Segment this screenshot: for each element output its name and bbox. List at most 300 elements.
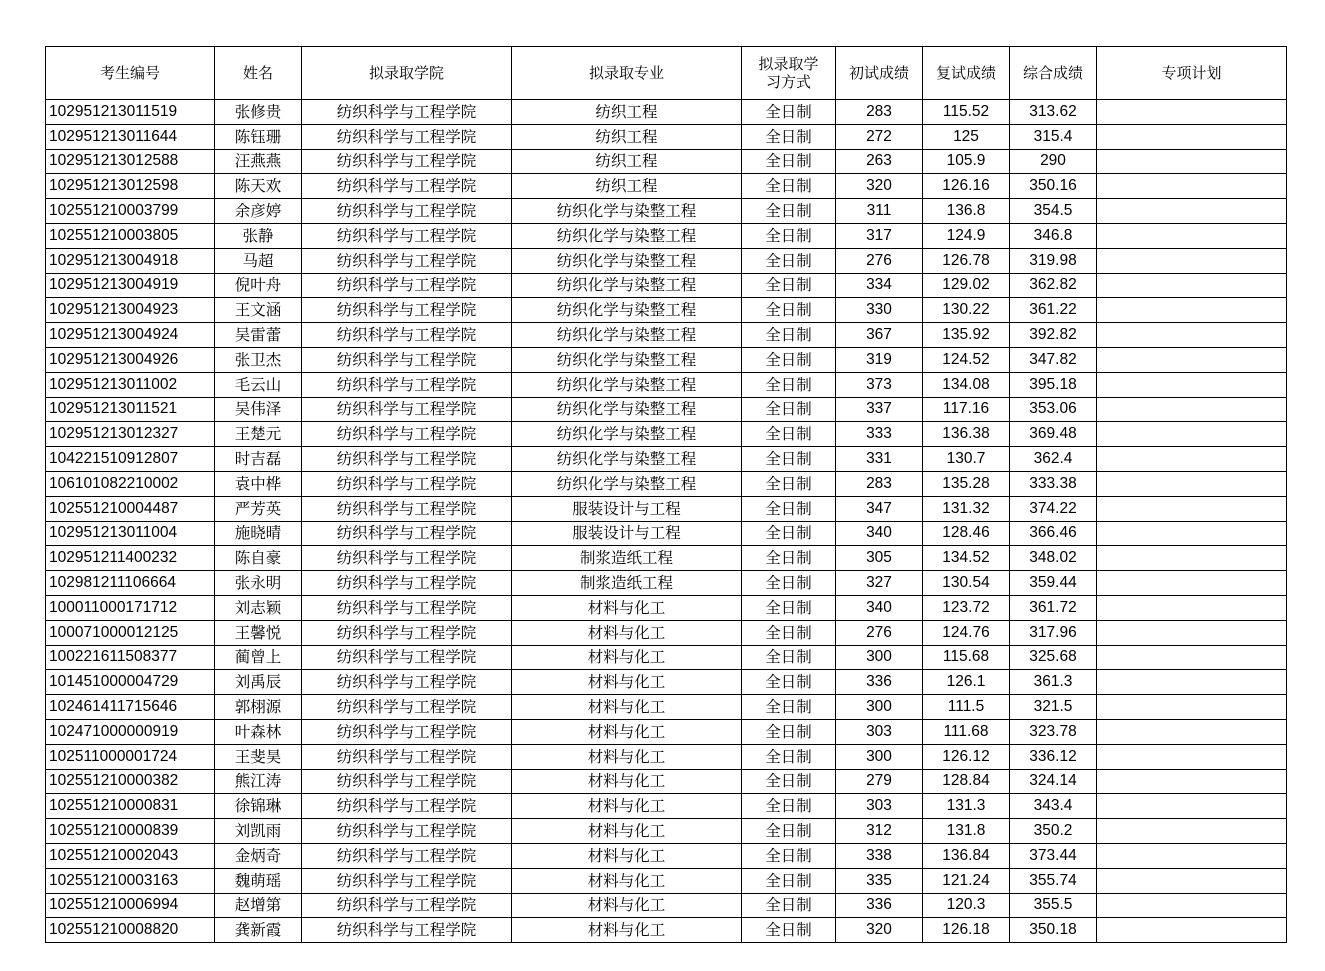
- retest-score-cell: 131.32: [923, 496, 1010, 521]
- major-cell: 材料与化工: [512, 918, 742, 943]
- major-cell: 纺织工程: [512, 149, 742, 174]
- major-cell: 纺织工程: [512, 100, 742, 125]
- total-score-cell: 362.82: [1010, 273, 1097, 298]
- exam-id-cell: 102551210003805: [46, 223, 215, 248]
- major-cell: 材料与化工: [512, 794, 742, 819]
- study-mode-cell: 全日制: [742, 744, 836, 769]
- college-cell: 纺织科学与工程学院: [302, 595, 512, 620]
- total-score-cell: 369.48: [1010, 422, 1097, 447]
- college-cell: 纺织科学与工程学院: [302, 223, 512, 248]
- initial-score-cell: 337: [836, 397, 923, 422]
- table-row: [46, 645, 1287, 670]
- table-row: [46, 546, 1287, 571]
- name-cell: 余彦婷: [215, 199, 302, 224]
- initial-score-cell: 338: [836, 843, 923, 868]
- total-score-cell: 350.16: [1010, 174, 1097, 199]
- initial-score-cell: 347: [836, 496, 923, 521]
- special-plan-cell: [1097, 620, 1287, 645]
- total-score-cell: 313.62: [1010, 100, 1097, 125]
- name-cell: 龚新霞: [215, 918, 302, 943]
- exam-id-cell: 102951213004924: [46, 323, 215, 348]
- retest-score-cell: 134.52: [923, 546, 1010, 571]
- initial-score-cell: 331: [836, 447, 923, 472]
- total-score-cell: 348.02: [1010, 546, 1097, 571]
- retest-score-cell: 136.8: [923, 199, 1010, 224]
- college-cell: 纺织科学与工程学院: [302, 546, 512, 571]
- total-score-cell: 374.22: [1010, 496, 1097, 521]
- college-cell: 纺织科学与工程学院: [302, 298, 512, 323]
- major-cell: 纺织化学与染整工程: [512, 323, 742, 348]
- special-plan-cell: [1097, 347, 1287, 372]
- total-score-cell: 355.5: [1010, 893, 1097, 918]
- retest-score-cell: 120.3: [923, 893, 1010, 918]
- name-cell: 袁中桦: [215, 471, 302, 496]
- total-score-cell: 362.4: [1010, 447, 1097, 472]
- study-mode-cell: 全日制: [742, 819, 836, 844]
- exam-id-cell: 102951213004923: [46, 298, 215, 323]
- special-plan-cell: [1097, 794, 1287, 819]
- name-cell: 汪燕燕: [215, 149, 302, 174]
- name-cell: 马超: [215, 248, 302, 273]
- major-cell: 纺织工程: [512, 124, 742, 149]
- college-cell: 纺织科学与工程学院: [302, 273, 512, 298]
- total-score-cell: 336.12: [1010, 744, 1097, 769]
- major-cell: 制浆造纸工程: [512, 546, 742, 571]
- name-cell: 王斐昊: [215, 744, 302, 769]
- table-row: [46, 595, 1287, 620]
- table-row: [46, 397, 1287, 422]
- retest-score-cell: 121.24: [923, 868, 1010, 893]
- study-mode-cell: 全日制: [742, 719, 836, 744]
- table-row: [46, 422, 1287, 447]
- major-cell: 材料与化工: [512, 645, 742, 670]
- initial-score-cell: 311: [836, 199, 923, 224]
- retest-score-cell: 117.16: [923, 397, 1010, 422]
- initial-score-cell: 367: [836, 323, 923, 348]
- name-cell: 蔺曾上: [215, 645, 302, 670]
- initial-score-cell: 263: [836, 149, 923, 174]
- major-cell: 材料与化工: [512, 744, 742, 769]
- total-score-cell: 325.68: [1010, 645, 1097, 670]
- name-cell: 吴伟泽: [215, 397, 302, 422]
- total-score-cell: 317.96: [1010, 620, 1097, 645]
- header-name: 姓名: [215, 47, 302, 100]
- exam-id-cell: 102951213004926: [46, 347, 215, 372]
- name-cell: 王文涵: [215, 298, 302, 323]
- table-row: [46, 223, 1287, 248]
- initial-score-cell: 279: [836, 769, 923, 794]
- total-score-cell: 350.2: [1010, 819, 1097, 844]
- exam-id-cell: 104221510912807: [46, 447, 215, 472]
- study-mode-cell: 全日制: [742, 471, 836, 496]
- exam-id-cell: 102551210004487: [46, 496, 215, 521]
- initial-score-cell: 305: [836, 546, 923, 571]
- initial-score-cell: 373: [836, 372, 923, 397]
- name-cell: 郭栩源: [215, 695, 302, 720]
- table-row: [46, 868, 1287, 893]
- special-plan-cell: [1097, 868, 1287, 893]
- study-mode-cell: 全日制: [742, 521, 836, 546]
- total-score-cell: 323.78: [1010, 719, 1097, 744]
- total-score-cell: 361.3: [1010, 670, 1097, 695]
- study-mode-cell: 全日制: [742, 769, 836, 794]
- exam-id-cell: 102551210000831: [46, 794, 215, 819]
- initial-score-cell: 320: [836, 174, 923, 199]
- special-plan-cell: [1097, 100, 1287, 125]
- name-cell: 刘志颖: [215, 595, 302, 620]
- total-score-cell: 395.18: [1010, 372, 1097, 397]
- table-row: [46, 918, 1287, 943]
- major-cell: 材料与化工: [512, 719, 742, 744]
- exam-id-cell: 102951213011519: [46, 100, 215, 125]
- initial-score-cell: 335: [836, 868, 923, 893]
- retest-score-cell: 136.84: [923, 843, 1010, 868]
- total-score-cell: 333.38: [1010, 471, 1097, 496]
- retest-score-cell: 115.68: [923, 645, 1010, 670]
- study-mode-cell: 全日制: [742, 670, 836, 695]
- header-exam-id: 考生编号: [46, 47, 215, 100]
- name-cell: 魏萌瑶: [215, 868, 302, 893]
- exam-id-cell: 102951213012327: [46, 422, 215, 447]
- retest-score-cell: 126.1: [923, 670, 1010, 695]
- name-cell: 熊江涛: [215, 769, 302, 794]
- special-plan-cell: [1097, 273, 1287, 298]
- retest-score-cell: 130.22: [923, 298, 1010, 323]
- special-plan-cell: [1097, 248, 1287, 273]
- total-score-cell: 343.4: [1010, 794, 1097, 819]
- total-score-cell: 359.44: [1010, 571, 1097, 596]
- exam-id-cell: 102551210000382: [46, 769, 215, 794]
- initial-score-cell: 312: [836, 819, 923, 844]
- name-cell: 叶森林: [215, 719, 302, 744]
- study-mode-cell: 全日制: [742, 199, 836, 224]
- study-mode-cell: 全日制: [742, 223, 836, 248]
- table-row: [46, 273, 1287, 298]
- major-cell: 纺织化学与染整工程: [512, 298, 742, 323]
- study-mode-cell: 全日制: [742, 174, 836, 199]
- total-score-cell: 392.82: [1010, 323, 1097, 348]
- total-score-cell: 373.44: [1010, 843, 1097, 868]
- retest-score-cell: 126.16: [923, 174, 1010, 199]
- retest-score-cell: 130.7: [923, 447, 1010, 472]
- table-row: [46, 794, 1287, 819]
- special-plan-cell: [1097, 298, 1287, 323]
- college-cell: 纺织科学与工程学院: [302, 893, 512, 918]
- study-mode-cell: 全日制: [742, 571, 836, 596]
- retest-score-cell: 128.84: [923, 769, 1010, 794]
- initial-score-cell: 276: [836, 248, 923, 273]
- exam-id-cell: 100071000012125: [46, 620, 215, 645]
- special-plan-cell: [1097, 199, 1287, 224]
- name-cell: 吴雷蕾: [215, 323, 302, 348]
- special-plan-cell: [1097, 174, 1287, 199]
- major-cell: 纺织化学与染整工程: [512, 199, 742, 224]
- major-cell: 服装设计与工程: [512, 496, 742, 521]
- college-cell: 纺织科学与工程学院: [302, 124, 512, 149]
- table-row: [46, 893, 1287, 918]
- study-mode-cell: 全日制: [742, 422, 836, 447]
- major-cell: 纺织化学与染整工程: [512, 471, 742, 496]
- special-plan-cell: [1097, 918, 1287, 943]
- initial-score-cell: 319: [836, 347, 923, 372]
- name-cell: 倪叶舟: [215, 273, 302, 298]
- name-cell: 王楚元: [215, 422, 302, 447]
- initial-score-cell: 300: [836, 645, 923, 670]
- exam-id-cell: 102551210008820: [46, 918, 215, 943]
- study-mode-cell: 全日制: [742, 843, 836, 868]
- college-cell: 纺织科学与工程学院: [302, 695, 512, 720]
- major-cell: 纺织化学与染整工程: [512, 422, 742, 447]
- table-row: [46, 521, 1287, 546]
- study-mode-cell: 全日制: [742, 372, 836, 397]
- special-plan-cell: [1097, 422, 1287, 447]
- retest-score-cell: 128.46: [923, 521, 1010, 546]
- study-mode-cell: 全日制: [742, 918, 836, 943]
- table-row: [46, 248, 1287, 273]
- special-plan-cell: [1097, 843, 1287, 868]
- college-cell: 纺织科学与工程学院: [302, 819, 512, 844]
- exam-id-cell: 102951213011004: [46, 521, 215, 546]
- study-mode-cell: 全日制: [742, 496, 836, 521]
- major-cell: 材料与化工: [512, 868, 742, 893]
- exam-id-cell: 100221611508377: [46, 645, 215, 670]
- college-cell: 纺织科学与工程学院: [302, 496, 512, 521]
- table-row: [46, 199, 1287, 224]
- special-plan-cell: [1097, 447, 1287, 472]
- major-cell: 材料与化工: [512, 893, 742, 918]
- major-cell: 纺织化学与染整工程: [512, 347, 742, 372]
- college-cell: 纺织科学与工程学院: [302, 199, 512, 224]
- retest-score-cell: 124.76: [923, 620, 1010, 645]
- retest-score-cell: 135.92: [923, 323, 1010, 348]
- name-cell: 张修贵: [215, 100, 302, 125]
- table-row: [46, 100, 1287, 125]
- major-cell: 纺织化学与染整工程: [512, 223, 742, 248]
- retest-score-cell: 105.9: [923, 149, 1010, 174]
- initial-score-cell: 330: [836, 298, 923, 323]
- study-mode-cell: 全日制: [742, 695, 836, 720]
- name-cell: 张静: [215, 223, 302, 248]
- name-cell: 王馨悦: [215, 620, 302, 645]
- exam-id-cell: 102951213011644: [46, 124, 215, 149]
- college-cell: 纺织科学与工程学院: [302, 397, 512, 422]
- college-cell: 纺织科学与工程学院: [302, 645, 512, 670]
- special-plan-cell: [1097, 372, 1287, 397]
- table-row: [46, 298, 1287, 323]
- initial-score-cell: 333: [836, 422, 923, 447]
- college-cell: 纺织科学与工程学院: [302, 174, 512, 199]
- name-cell: 毛云山: [215, 372, 302, 397]
- header-study-mode: [742, 47, 836, 100]
- special-plan-cell: [1097, 719, 1287, 744]
- special-plan-cell: [1097, 571, 1287, 596]
- study-mode-cell: 全日制: [742, 124, 836, 149]
- initial-score-cell: 276: [836, 620, 923, 645]
- total-score-cell: 324.14: [1010, 769, 1097, 794]
- name-cell: 刘禹辰: [215, 670, 302, 695]
- table-body: [46, 100, 1287, 943]
- header-retest-score: 复试成绩: [923, 47, 1010, 100]
- table-row: [46, 323, 1287, 348]
- major-cell: 制浆造纸工程: [512, 571, 742, 596]
- major-cell: 纺织化学与染整工程: [512, 397, 742, 422]
- exam-id-cell: 102551210000839: [46, 819, 215, 844]
- total-score-cell: 319.98: [1010, 248, 1097, 273]
- name-cell: 陈自豪: [215, 546, 302, 571]
- total-score-cell: 321.5: [1010, 695, 1097, 720]
- table-row: [46, 471, 1287, 496]
- header-special-plan: 专项计划: [1097, 47, 1287, 100]
- major-cell: 纺织化学与染整工程: [512, 372, 742, 397]
- study-mode-cell: 全日制: [742, 595, 836, 620]
- retest-score-cell: 134.08: [923, 372, 1010, 397]
- name-cell: 陈钰珊: [215, 124, 302, 149]
- exam-id-cell: 102951211400232: [46, 546, 215, 571]
- retest-score-cell: 131.8: [923, 819, 1010, 844]
- header-college: 拟录取学院: [302, 47, 512, 100]
- name-cell: 赵增第: [215, 893, 302, 918]
- major-cell: 服装设计与工程: [512, 521, 742, 546]
- special-plan-cell: [1097, 223, 1287, 248]
- initial-score-cell: 336: [836, 893, 923, 918]
- special-plan-cell: [1097, 645, 1287, 670]
- table-row: [46, 620, 1287, 645]
- college-cell: 纺织科学与工程学院: [302, 248, 512, 273]
- table-row: [46, 843, 1287, 868]
- total-score-cell: 361.72: [1010, 595, 1097, 620]
- retest-score-cell: 124.52: [923, 347, 1010, 372]
- exam-id-cell: 102551210003799: [46, 199, 215, 224]
- study-mode-cell: 全日制: [742, 645, 836, 670]
- retest-score-cell: 130.54: [923, 571, 1010, 596]
- header-row: [46, 47, 1287, 100]
- college-cell: 纺织科学与工程学院: [302, 372, 512, 397]
- retest-score-cell: 124.9: [923, 223, 1010, 248]
- college-cell: 纺织科学与工程学院: [302, 571, 512, 596]
- major-cell: 纺织化学与染整工程: [512, 447, 742, 472]
- study-mode-cell: 全日制: [742, 546, 836, 571]
- exam-id-cell: 101451000004729: [46, 670, 215, 695]
- name-cell: 张卫杰: [215, 347, 302, 372]
- major-cell: 材料与化工: [512, 695, 742, 720]
- total-score-cell: 315.4: [1010, 124, 1097, 149]
- name-cell: 刘凯雨: [215, 819, 302, 844]
- total-score-cell: 355.74: [1010, 868, 1097, 893]
- table-row: [46, 447, 1287, 472]
- table-row: [46, 744, 1287, 769]
- special-plan-cell: [1097, 149, 1287, 174]
- special-plan-cell: [1097, 471, 1287, 496]
- exam-id-cell: 102461411715646: [46, 695, 215, 720]
- study-mode-cell: 全日制: [742, 248, 836, 273]
- initial-score-cell: 320: [836, 918, 923, 943]
- table-row: [46, 719, 1287, 744]
- total-score-cell: 347.82: [1010, 347, 1097, 372]
- study-mode-cell: 全日制: [742, 868, 836, 893]
- major-cell: 材料与化工: [512, 819, 742, 844]
- table-row: [46, 347, 1287, 372]
- college-cell: 纺织科学与工程学院: [302, 323, 512, 348]
- table-row: [46, 149, 1287, 174]
- special-plan-cell: [1097, 323, 1287, 348]
- table-row: [46, 174, 1287, 199]
- exam-id-cell: 102511000001724: [46, 744, 215, 769]
- major-cell: 材料与化工: [512, 843, 742, 868]
- exam-id-cell: 102551210006994: [46, 893, 215, 918]
- study-mode-cell: 全日制: [742, 794, 836, 819]
- header-initial-score: 初试成绩: [836, 47, 923, 100]
- study-mode-cell: 全日制: [742, 100, 836, 125]
- special-plan-cell: [1097, 695, 1287, 720]
- retest-score-cell: 111.68: [923, 719, 1010, 744]
- retest-score-cell: 126.78: [923, 248, 1010, 273]
- major-cell: 材料与化工: [512, 620, 742, 645]
- retest-score-cell: 131.3: [923, 794, 1010, 819]
- exam-id-cell: 102951213012588: [46, 149, 215, 174]
- table-row: [46, 124, 1287, 149]
- header-study-mode-line2: 习方式: [765, 73, 811, 91]
- retest-score-cell: 135.28: [923, 471, 1010, 496]
- study-mode-cell: 全日制: [742, 273, 836, 298]
- name-cell: 金炳奇: [215, 843, 302, 868]
- special-plan-cell: [1097, 744, 1287, 769]
- retest-score-cell: 126.18: [923, 918, 1010, 943]
- retest-score-cell: 123.72: [923, 595, 1010, 620]
- initial-score-cell: 334: [836, 273, 923, 298]
- table-row: [46, 819, 1287, 844]
- college-cell: 纺织科学与工程学院: [302, 670, 512, 695]
- initial-score-cell: 272: [836, 124, 923, 149]
- exam-id-cell: 102551210002043: [46, 843, 215, 868]
- admission-table: [45, 46, 1287, 943]
- retest-score-cell: 115.52: [923, 100, 1010, 125]
- college-cell: 纺织科学与工程学院: [302, 620, 512, 645]
- exam-id-cell: 102951213004919: [46, 273, 215, 298]
- major-cell: 材料与化工: [512, 769, 742, 794]
- major-cell: 材料与化工: [512, 670, 742, 695]
- special-plan-cell: [1097, 496, 1287, 521]
- table-row: [46, 496, 1287, 521]
- college-cell: 纺织科学与工程学院: [302, 149, 512, 174]
- college-cell: 纺织科学与工程学院: [302, 422, 512, 447]
- header-total-score: 综合成绩: [1010, 47, 1097, 100]
- college-cell: 纺织科学与工程学院: [302, 744, 512, 769]
- initial-score-cell: 303: [836, 719, 923, 744]
- college-cell: 纺织科学与工程学院: [302, 521, 512, 546]
- college-cell: 纺织科学与工程学院: [302, 347, 512, 372]
- initial-score-cell: 303: [836, 794, 923, 819]
- college-cell: 纺织科学与工程学院: [302, 794, 512, 819]
- college-cell: 纺织科学与工程学院: [302, 447, 512, 472]
- college-cell: 纺织科学与工程学院: [302, 868, 512, 893]
- retest-score-cell: 111.5: [923, 695, 1010, 720]
- major-cell: 纺织化学与染整工程: [512, 273, 742, 298]
- exam-id-cell: 102951213011002: [46, 372, 215, 397]
- retest-score-cell: 129.02: [923, 273, 1010, 298]
- total-score-cell: 366.46: [1010, 521, 1097, 546]
- major-cell: 纺织工程: [512, 174, 742, 199]
- college-cell: 纺织科学与工程学院: [302, 471, 512, 496]
- total-score-cell: 346.8: [1010, 223, 1097, 248]
- exam-id-cell: 102981211106664: [46, 571, 215, 596]
- initial-score-cell: 340: [836, 595, 923, 620]
- major-cell: 纺织化学与染整工程: [512, 248, 742, 273]
- initial-score-cell: 283: [836, 100, 923, 125]
- retest-score-cell: 136.38: [923, 422, 1010, 447]
- special-plan-cell: [1097, 546, 1287, 571]
- exam-id-cell: 102951213011521: [46, 397, 215, 422]
- study-mode-cell: 全日制: [742, 298, 836, 323]
